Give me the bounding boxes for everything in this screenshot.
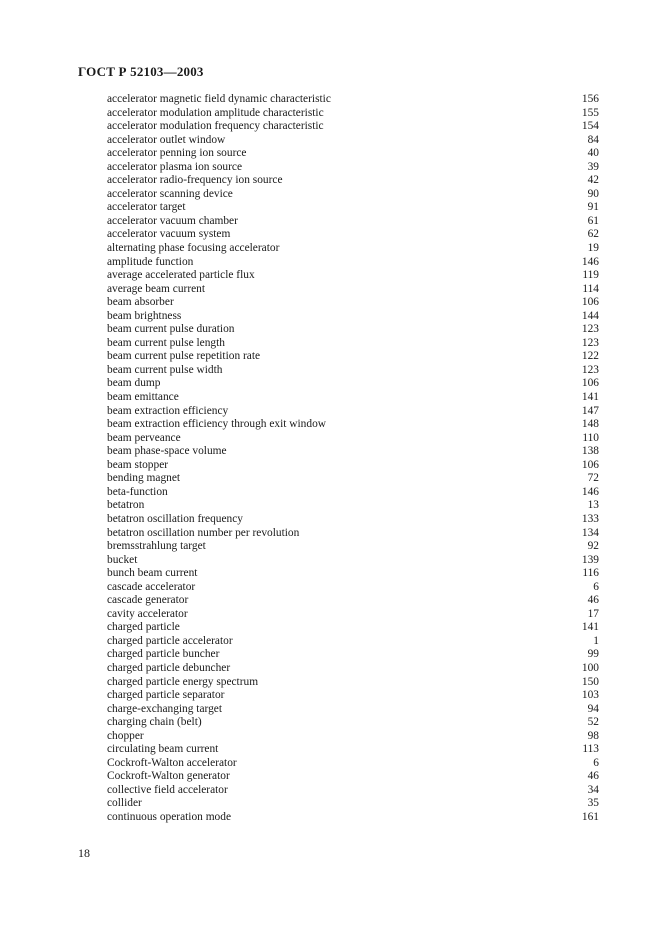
index-list: [107, 93, 599, 825]
index-term: charging chain (belt): [107, 716, 202, 729]
index-page-ref: 138: [581, 445, 599, 458]
index-entry: [107, 594, 599, 608]
index-entry: [107, 784, 599, 798]
index-page-ref: 52: [587, 716, 599, 729]
index-term: cascade generator: [107, 594, 189, 607]
index-term: beam emittance: [107, 391, 179, 404]
index-term: accelerator vacuum system: [107, 228, 231, 241]
index-page-ref: 116: [582, 567, 599, 580]
index-page-ref: 19: [587, 242, 599, 255]
index-entry: [107, 391, 599, 405]
index-entry: [107, 486, 599, 500]
index-term: charged particle accelerator: [107, 634, 233, 647]
index-term: amplitude function: [107, 255, 194, 268]
index-page-ref: 103: [581, 689, 599, 702]
index-page-ref: 122: [581, 350, 599, 363]
index-entry: [107, 554, 599, 568]
index-page-ref: 156: [581, 93, 599, 105]
index-entry: [107, 269, 599, 283]
index-entry: [107, 323, 599, 337]
index-term: continuous operation mode: [107, 810, 232, 823]
index-term: bucket: [107, 553, 138, 566]
index-page-ref: 72: [587, 472, 599, 485]
index-entry: [107, 364, 599, 378]
index-entry: [107, 93, 599, 107]
index-entry: [107, 377, 599, 391]
index-entry: [107, 174, 599, 188]
index-entry: [107, 418, 599, 432]
index-entry: [107, 459, 599, 473]
index-page-ref: 92: [587, 540, 599, 553]
index-term: charged particle: [107, 621, 180, 634]
index-entry: [107, 432, 599, 446]
index-term: accelerator target: [107, 201, 186, 214]
index-term: accelerator scanning device: [107, 187, 233, 200]
index-entry: [107, 215, 599, 229]
index-term: charged particle energy spectrum: [107, 675, 259, 688]
index-term: cavity accelerator: [107, 607, 188, 620]
index-term: bunch beam current: [107, 567, 198, 580]
index-page-ref: 123: [581, 363, 599, 376]
index-page-ref: 146: [581, 485, 599, 498]
index-page-ref: 141: [581, 621, 599, 634]
index-page-ref: 90: [587, 187, 599, 200]
index-page-ref: 13: [587, 499, 599, 512]
index-entry: [107, 134, 599, 148]
index-entry: [107, 770, 599, 784]
index-page-ref: 62: [587, 228, 599, 241]
index-entry: [107, 811, 599, 825]
index-page-ref: 148: [581, 418, 599, 431]
index-entry: [107, 228, 599, 242]
index-entry: [107, 527, 599, 541]
index-term: collider: [107, 797, 142, 810]
index-entry: [107, 730, 599, 744]
index-term: accelerator penning ion source: [107, 147, 247, 160]
index-entry: [107, 648, 599, 662]
index-entry: [107, 310, 599, 324]
index-term: charged particle buncher: [107, 648, 220, 661]
index-term: accelerator outlet window: [107, 133, 226, 146]
index-page-ref: 106: [581, 458, 599, 471]
index-entry: [107, 147, 599, 161]
index-entry: [107, 540, 599, 554]
index-entry: [107, 797, 599, 811]
index-term: cascade accelerator: [107, 580, 196, 593]
index-page-ref: 61: [587, 214, 599, 227]
index-term: accelerator vacuum chamber: [107, 214, 238, 227]
index-term: beam extraction efficiency: [107, 404, 229, 417]
index-entry: [107, 689, 599, 703]
index-page-ref: 119: [582, 269, 599, 282]
index-entry: [107, 621, 599, 635]
index-page-ref: 6: [593, 756, 599, 769]
index-entry: [107, 716, 599, 730]
index-term: charged particle separator: [107, 689, 225, 702]
index-term: beam perveance: [107, 431, 181, 444]
index-term: average accelerated particle flux: [107, 269, 255, 282]
index-entry: [107, 513, 599, 527]
index-term: Cockroft-Walton accelerator: [107, 756, 237, 769]
index-term: accelerator modulation frequency characteristic: [107, 120, 324, 133]
index-term: betatron oscillation number per revolution: [107, 526, 300, 539]
index-page-ref: 1: [593, 634, 599, 647]
index-term: beam current pulse width: [107, 363, 223, 376]
index-page-ref: 123: [581, 323, 599, 336]
index-entry: [107, 201, 599, 215]
index-page-ref: 46: [587, 770, 599, 783]
index-term: alternating phase focusing accelerator: [107, 242, 280, 255]
index-page-ref: 42: [587, 174, 599, 187]
index-page-ref: 141: [581, 391, 599, 404]
index-entry: [107, 662, 599, 676]
index-entry: [107, 743, 599, 757]
index-term: accelerator modulation amplitude characteristic: [107, 106, 324, 119]
index-page-ref: 106: [581, 377, 599, 390]
index-term: charge-exchanging target: [107, 702, 223, 715]
index-entry: [107, 635, 599, 649]
index-entry: [107, 256, 599, 270]
index-entry: [107, 337, 599, 351]
index-entry: [107, 188, 599, 202]
index-page-ref: 39: [587, 160, 599, 173]
index-entry: [107, 581, 599, 595]
index-page-ref: 123: [581, 336, 599, 349]
index-page-ref: 17: [587, 607, 599, 620]
index-term: accelerator magnetic field dynamic characteristic: [107, 93, 331, 105]
index-page-ref: 46: [587, 594, 599, 607]
index-term: beam current pulse length: [107, 336, 225, 349]
page-number: 18: [78, 846, 90, 860]
index-page-ref: 94: [587, 702, 599, 715]
index-entry: [107, 296, 599, 310]
index-term: accelerator plasma ion source: [107, 160, 243, 173]
index-page-ref: 110: [582, 431, 599, 444]
index-term: beam phase-space volume: [107, 445, 227, 458]
index-term: bremsstrahlung target: [107, 540, 206, 553]
index-term: betatron oscillation frequency: [107, 512, 244, 525]
index-term: beam current pulse repetition rate: [107, 350, 261, 363]
index-page-ref: 100: [581, 661, 599, 674]
index-page-ref: 134: [581, 526, 599, 539]
index-term: beta-function: [107, 485, 168, 498]
index-entry: [107, 608, 599, 622]
index-entry: [107, 283, 599, 297]
index-page-ref: 154: [581, 120, 599, 133]
index-entry: [107, 120, 599, 134]
index-page-ref: 98: [587, 729, 599, 742]
index-term: betatron: [107, 499, 145, 512]
index-page-ref: 144: [581, 309, 599, 322]
index-page-ref: 161: [581, 810, 599, 823]
index-page-ref: 106: [581, 296, 599, 309]
index-page-ref: 133: [581, 512, 599, 525]
index-page-ref: 113: [582, 743, 599, 756]
index-term: beam absorber: [107, 296, 174, 309]
index-entry: [107, 757, 599, 771]
index-entry: [107, 472, 599, 486]
index-term: circulating beam current: [107, 743, 219, 756]
index-entry: [107, 161, 599, 175]
index-page-ref: 99: [587, 648, 599, 661]
index-page-ref: 146: [581, 255, 599, 268]
index-entry: [107, 499, 599, 513]
index-entry: [107, 242, 599, 256]
index-term: average beam current: [107, 282, 206, 295]
index-page-ref: 114: [582, 282, 599, 295]
index-entry: [107, 676, 599, 690]
index-entry: [107, 405, 599, 419]
index-term: collective field accelerator: [107, 783, 228, 796]
document-header: ГОСТ Р 52103—2003: [78, 64, 204, 79]
index-page-ref: 155: [581, 106, 599, 119]
index-term: beam current pulse duration: [107, 323, 235, 336]
index-page-ref: 91: [587, 201, 599, 214]
index-page-ref: 84: [587, 133, 599, 146]
index-entry: [107, 107, 599, 121]
index-term: beam extraction efficiency through exit window: [107, 418, 326, 431]
index-term: charged particle debuncher: [107, 661, 231, 674]
index-entry: [107, 567, 599, 581]
index-term: beam brightness: [107, 309, 182, 322]
index-page-ref: 34: [587, 783, 599, 796]
index-term: accelerator radio-frequency ion source: [107, 174, 283, 187]
index-entry: [107, 445, 599, 459]
index-term: beam stopper: [107, 458, 169, 471]
index-page-ref: 6: [593, 580, 599, 593]
index-entry: [107, 350, 599, 364]
index-page-ref: 147: [581, 404, 599, 417]
index-page-ref: 40: [587, 147, 599, 160]
index-term: beam dump: [107, 377, 161, 390]
index-page-ref: 139: [581, 553, 599, 566]
index-term: Cockroft-Walton generator: [107, 770, 230, 783]
index-page-ref: 150: [581, 675, 599, 688]
index-page-ref: 35: [587, 797, 599, 810]
index-entry: [107, 703, 599, 717]
index-term: bending magnet: [107, 472, 181, 485]
index-term: chopper: [107, 729, 144, 742]
